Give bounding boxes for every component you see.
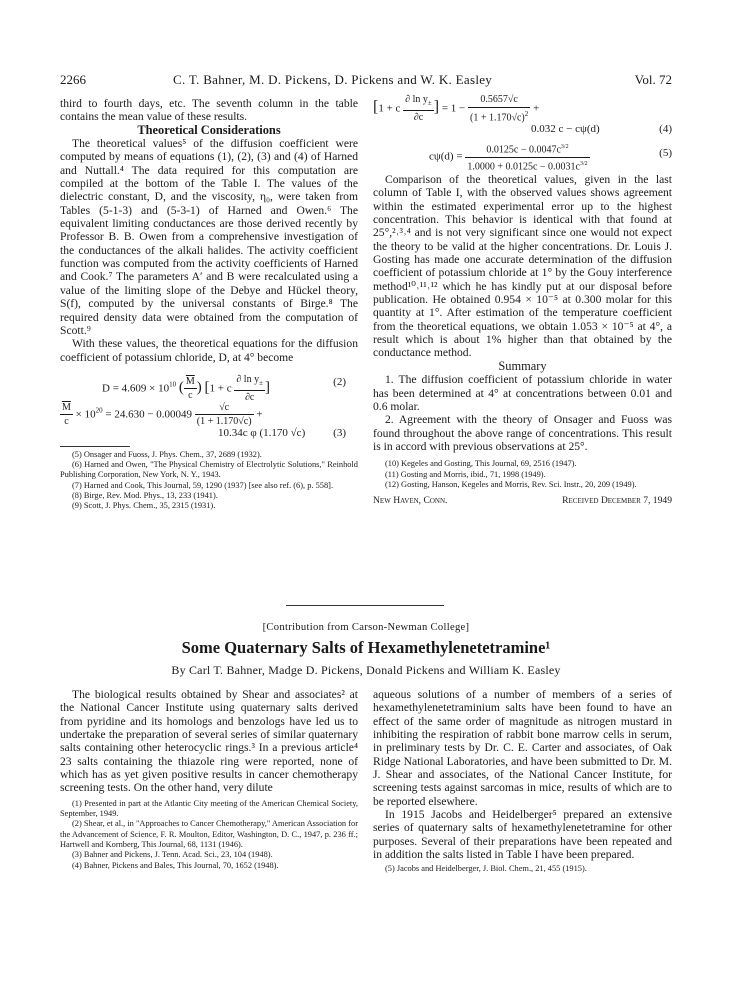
intro-paragraph: The biological results obtained by Shear and associates² at the National Cancer Institute using quaternary salts derived from pyridine and its homologs and benzologs have led us to undertake the preparation of several series of similar quaternary salts containing other heterocyclic rings.³ In a previous article⁴ 23 salts containing the thiazole ring were reported, none of which has as yet given positive results in cancer chemotherapy screening tests. On the other hand, very dilute [60,688,358,795]
upper-left-column [60,97,358,512]
footnote: (11) Gosting and Morris, ibid., 71, 1998 (1949). [385,469,546,479]
footnote-rule [60,446,130,447]
contribution-line: [Contribution from Carson-Newman College] [262,622,470,633]
body-paragraph: aqueous solutions of a number of members of a series of hexamethylenetetraminium salts have been found to have an effect of the same order of magnitude as nitrogen mustard in inhibiting the respiration of rabbit bone marrow cells in serum, in preliminary tests by Dr. C. E. Carter and associates, of Oak Ridge National Laboratories, and have been submitted to Dr. M. J. Shear and associates, of the National Cancer Institute, for screening tests against sarcomas in mice, results of which are to be reported elsewhere. [373,688,672,808]
summary-heading: Summary [498,358,547,373]
article-title: Some Quaternary Salts of Hexamethylenetetramine¹ [181,638,551,657]
footnote: (2) Shear, et al., in "Approaches to Cancer Chemotherapy," American Association for the Advancement of Science, F. R. Moulton, Editor, Washington, D. C., 1947, p. 236 ff.; Hartwell and Kornberg, This Journal, 68, 1131 (1946). [60,819,358,849]
volume-label: Vol. 72 [634,72,672,87]
lower-left-column [60,688,358,871]
received-date: Received December 7, 1949 [562,495,672,507]
running-authors: C. T. Bahner, M. D. Pickens, D. Pickens and W. K. Easley [173,72,493,87]
body-paragraph-2: In 1915 Jacobs and Heidelberger⁵ prepared an extensive series of quaternary salts of hexamethylenetetramine for other purposes. Several of their preparations have been repeated and in addition the salts listed in Table I have been prepared. [373,808,672,862]
theory-paragraph: The theoretical values⁵ of the diffusion coefficient were computed by means of equations (1), (2), (3) and (4) of Harned and Nuttall.⁴ The data required for this computation are compiled at the bottom of the Table I. The values of the dielectric constant, D, and the viscosity, η₀, were taken from Tables (5-1-3) and (5-3-1) of Harned and Owen.⁶ The equivalent limiting conductances are those derived recently by Professor B. B. Owen from a comprehensive investigation of the conductances of the alkali halides. The activity coefficient function was computed from the activity coefficients of Harned and Cook.⁷ The parameters A′ and B were recalculated using a value of the limiting slope of the Debye and Hückel theory, S(f), computed by the universal constants of Birge.⁸ The required density data were obtained from the computation of Scott.⁹ [60,137,358,337]
lower-left-footnotes [60,799,358,871]
footnote: (6) Harned and Owen, "The Physical Chemistry of Electrolytic Solutions," Reinhold Publishing Corporation, New York, N. Y., 1943. [60,460,358,480]
footnote: (12) Gosting, Hanson, Kegeles and Morris, Rev. Sci. Instr., 20, 209 (1949). [385,479,637,489]
equation-3: $\frac{\overline{M}}{c}$ × $10^{20} = 24.630 - 0.00049$ $\frac{√c}{(1 + 1.170√c)}$ + 10.34c φ (1.170 √c) (3) [62,401,346,439]
equation-3-number: (3) [333,426,346,439]
lower-right-column [373,688,672,875]
footnote: (1) Presented in part at the Atlantic City meeting of the American Chemical Society, September, 1949. [60,798,358,819]
upper-right-column [373,91,672,506]
lower-right-footnotes [373,864,672,874]
upper-right-footnotes [373,459,672,490]
page-number: 2266 [60,72,86,87]
footnote: (10) Kegeles and Gosting, This Journal, 69, 2516 (1947). [385,459,577,469]
article-separator [286,605,444,606]
equation-4: [1 + c $\frac{\partial \ln y_\pm}{\partial c}$ ] = 1 − $\frac{0.5657√c}{(1 + 1.170√c)^2}$ + 0.032 c − cψ(d) (4) [373,94,672,135]
intro-paragraph: third to fourth days, etc. The seventh column in the table contains the mean value of these results. [60,97,358,124]
theory-paragraph-2: With these values, the theoretical equations for the diffusion coefficient of potassium chloride, D, at 4° become [60,337,358,364]
equation-4-number: (4) [659,123,672,135]
place: New Haven, Conn. [373,495,448,507]
footnote: (3) Bahner and Pickens, J. Tenn. Acad. Sci., 23, 104 (1948). [72,850,273,860]
byline: By Carl T. Bahner, Madge D. Pickens, Donald Pickens and William K. Easley [171,663,561,677]
equation-2-number: (2) [333,375,346,388]
footnote: (7) Harned and Cook, This Journal, 59, 1290 (1937) [see also ref. (6), p. 558]. [72,480,334,490]
comparison-paragraph: Comparison of the theoretical values, given in the last column of Table I, with the observed values shows agreement within the estimated experimental error up to the highest concentration. This behavior is identical with that found at 25°,²˒³˒⁴ and is not very significant since one would not expect the theory to be valid at the higher concentrations. Dr. Louis J. Gosting has made one accurate determination of the diffusion coefficient of potassium chloride at 1° by the Gouy interference method¹⁰˒¹¹˒¹² which he has kindly put at our disposal before publication. He obtained 0.954 × 10⁻⁵ at 0.300 molar for this quantity at 1°. After estimation of the temperature coefficient from the theoretical equations, we obtain 1.053 × 10⁻⁵ at 4°, a result which is about 1% higher than that obtained by the conductance method. [373,173,672,360]
section-heading: Theoretical Considerations [137,122,281,137]
summary-item-2: 2. Agreement with the theory of Onsager and Fuoss was found throughout the above range of concentrations. This result is in accord with previous observations at 25°. [373,413,672,453]
footnote: (4) Bahner, Pickens and Bales, This Journal, 70, 1652 (1948). [72,860,279,870]
running-header [60,72,672,90]
signature-line [373,494,672,506]
upper-left-footnotes [60,450,358,512]
footnote: (5) Jacobs and Heidelberger, J. Biol. Chem., 21, 455 (1915). [385,864,587,874]
equation-5-number: (5) [659,147,672,159]
equation-2: $D = 4.609 \times 10^{10}$ ( $\frac{\overline{M}}{c}$ ) [1 + c $\frac{\partial \ln y_\pm}{\partial c}$ ] (2) [102,373,346,404]
equation-5: cψ(d) = $\frac{0.0125c - 0.0047c^{3/2}}{1.0000 + 0.0125c - 0.0031c^{3/2}}$ (5) [373,141,672,173]
summary-item-1: 1. The diffusion coefficient of potassium chloride in water has been determined at 4° at concentrations between 0.01 and 0.6 molar. [373,373,672,413]
footnote: (8) Birge, Rev. Mod. Phys., 13, 233 (1941). [72,491,218,501]
footnote: (5) Onsager and Fuoss, J. Phys. Chem., 37, 2689 (1932). [72,449,262,459]
footnote: (9) Scott, J. Phys. Chem., 35, 2315 (1931). [72,501,216,511]
